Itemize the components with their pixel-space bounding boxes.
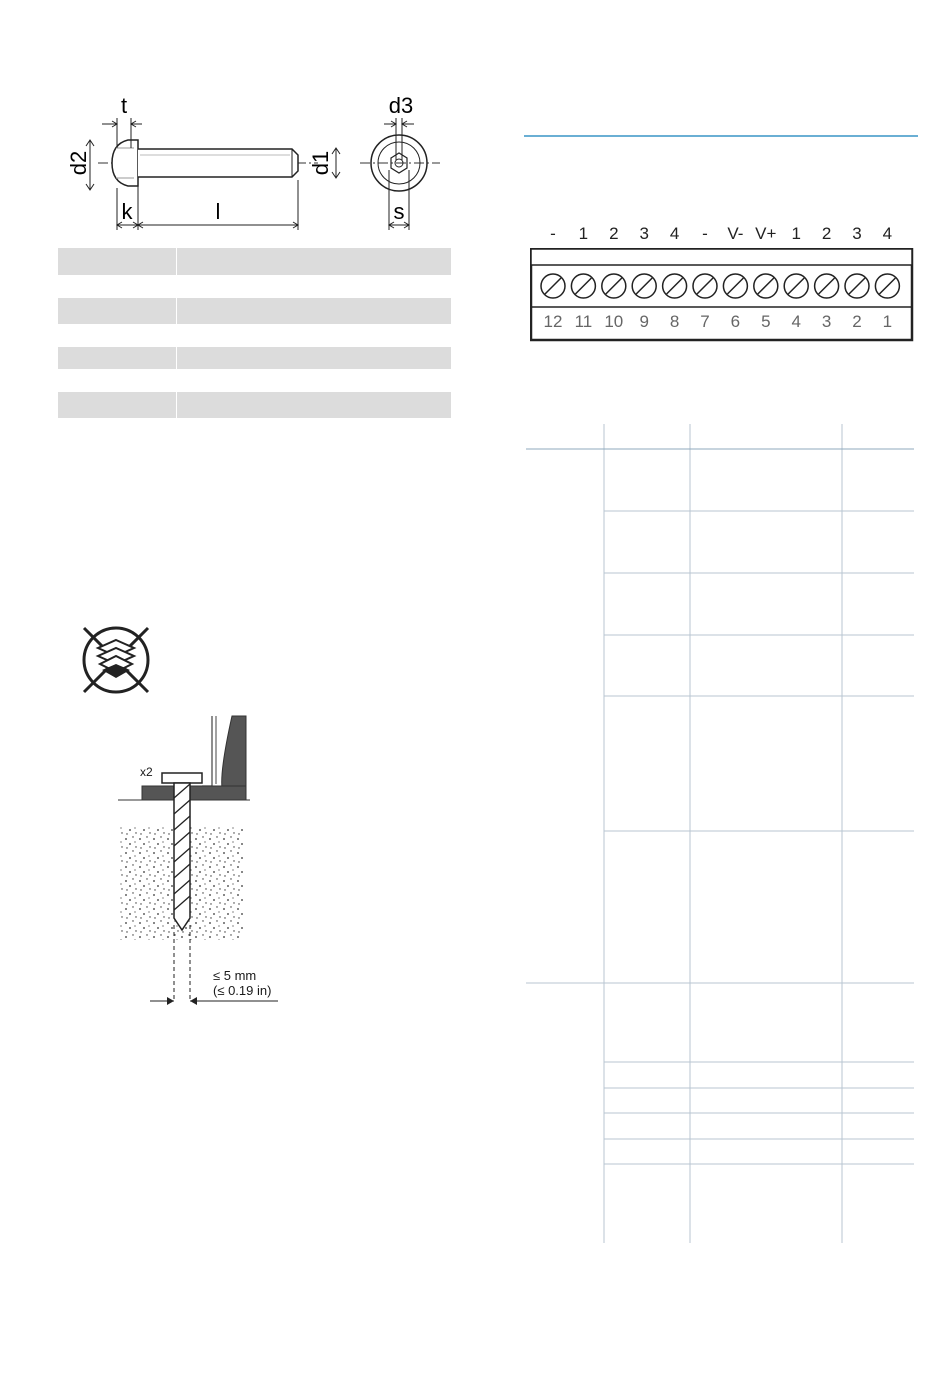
terminal-top-label: 3 — [852, 224, 862, 243]
terminal-top-label: V+ — [755, 224, 777, 243]
no-stacking-icon — [80, 626, 152, 694]
terminal-number-label: 9 — [639, 312, 649, 331]
spec-table-row — [58, 392, 451, 418]
terminal-top-label: 3 — [639, 224, 649, 243]
d1-label: d1 — [307, 150, 333, 176]
t-label: t — [120, 93, 128, 118]
terminal-top-label: 1 — [791, 224, 801, 243]
s-label: s — [393, 199, 405, 224]
terminal-top-label: - — [550, 224, 556, 243]
mounting-drawing — [110, 710, 290, 1010]
terminal-number-label: 4 — [791, 312, 801, 331]
terminal-number-label: 3 — [821, 312, 832, 331]
terminal-screw — [754, 274, 778, 298]
terminal-number-label: 10 — [604, 312, 624, 331]
gap-mm: ≤ 5 mm — [213, 968, 257, 983]
gap-limit-label — [213, 968, 271, 998]
k-label: k — [121, 199, 133, 224]
spec-table-row — [58, 248, 451, 275]
terminal-screw — [632, 274, 656, 298]
terminal-top-label: 4 — [669, 224, 680, 243]
spec-table-row — [58, 347, 451, 369]
terminal-number-label: 2 — [852, 312, 862, 331]
screw-dimension-drawing — [0, 0, 470, 245]
terminal-top-label: - — [702, 224, 708, 243]
spec-table-row — [58, 298, 451, 324]
terminal-screw — [602, 274, 626, 298]
gap-in: (≤ 0.19 in) — [213, 983, 272, 998]
screw-head — [112, 140, 138, 186]
quantity-label: x2 — [140, 765, 153, 779]
terminal-screw — [815, 274, 839, 298]
section-divider — [524, 135, 918, 137]
terminal-screw — [571, 274, 595, 298]
pinout-table-grid — [520, 420, 920, 1250]
terminal-number-label: 1 — [882, 312, 893, 331]
terminal-screw — [723, 274, 747, 298]
terminal-top-label: 4 — [882, 224, 893, 243]
terminal-screw — [541, 274, 565, 298]
terminal-screw — [875, 274, 899, 298]
l-label: l — [215, 199, 221, 224]
terminal-number-label: 7 — [700, 312, 710, 331]
terminal-top-label: V- — [727, 224, 744, 243]
terminal-top-label: 1 — [578, 224, 589, 243]
terminal-number-label: 6 — [730, 312, 741, 331]
terminal-screw — [693, 274, 717, 298]
screw-shank — [138, 149, 298, 177]
terminal-screw — [845, 274, 869, 298]
terminal-top-label: 2 — [821, 224, 832, 243]
terminal-number-label: 12 — [543, 312, 563, 331]
terminal-screw — [663, 274, 687, 298]
d2-label: d2 — [65, 150, 91, 176]
terminal-number-label: 5 — [761, 312, 771, 331]
terminal-number-label: 8 — [669, 312, 680, 331]
d3-label: d3 — [388, 93, 414, 118]
terminal-top-label: 2 — [609, 224, 619, 243]
terminal-screw — [784, 274, 808, 298]
terminal-number-label: 11 — [574, 312, 593, 331]
